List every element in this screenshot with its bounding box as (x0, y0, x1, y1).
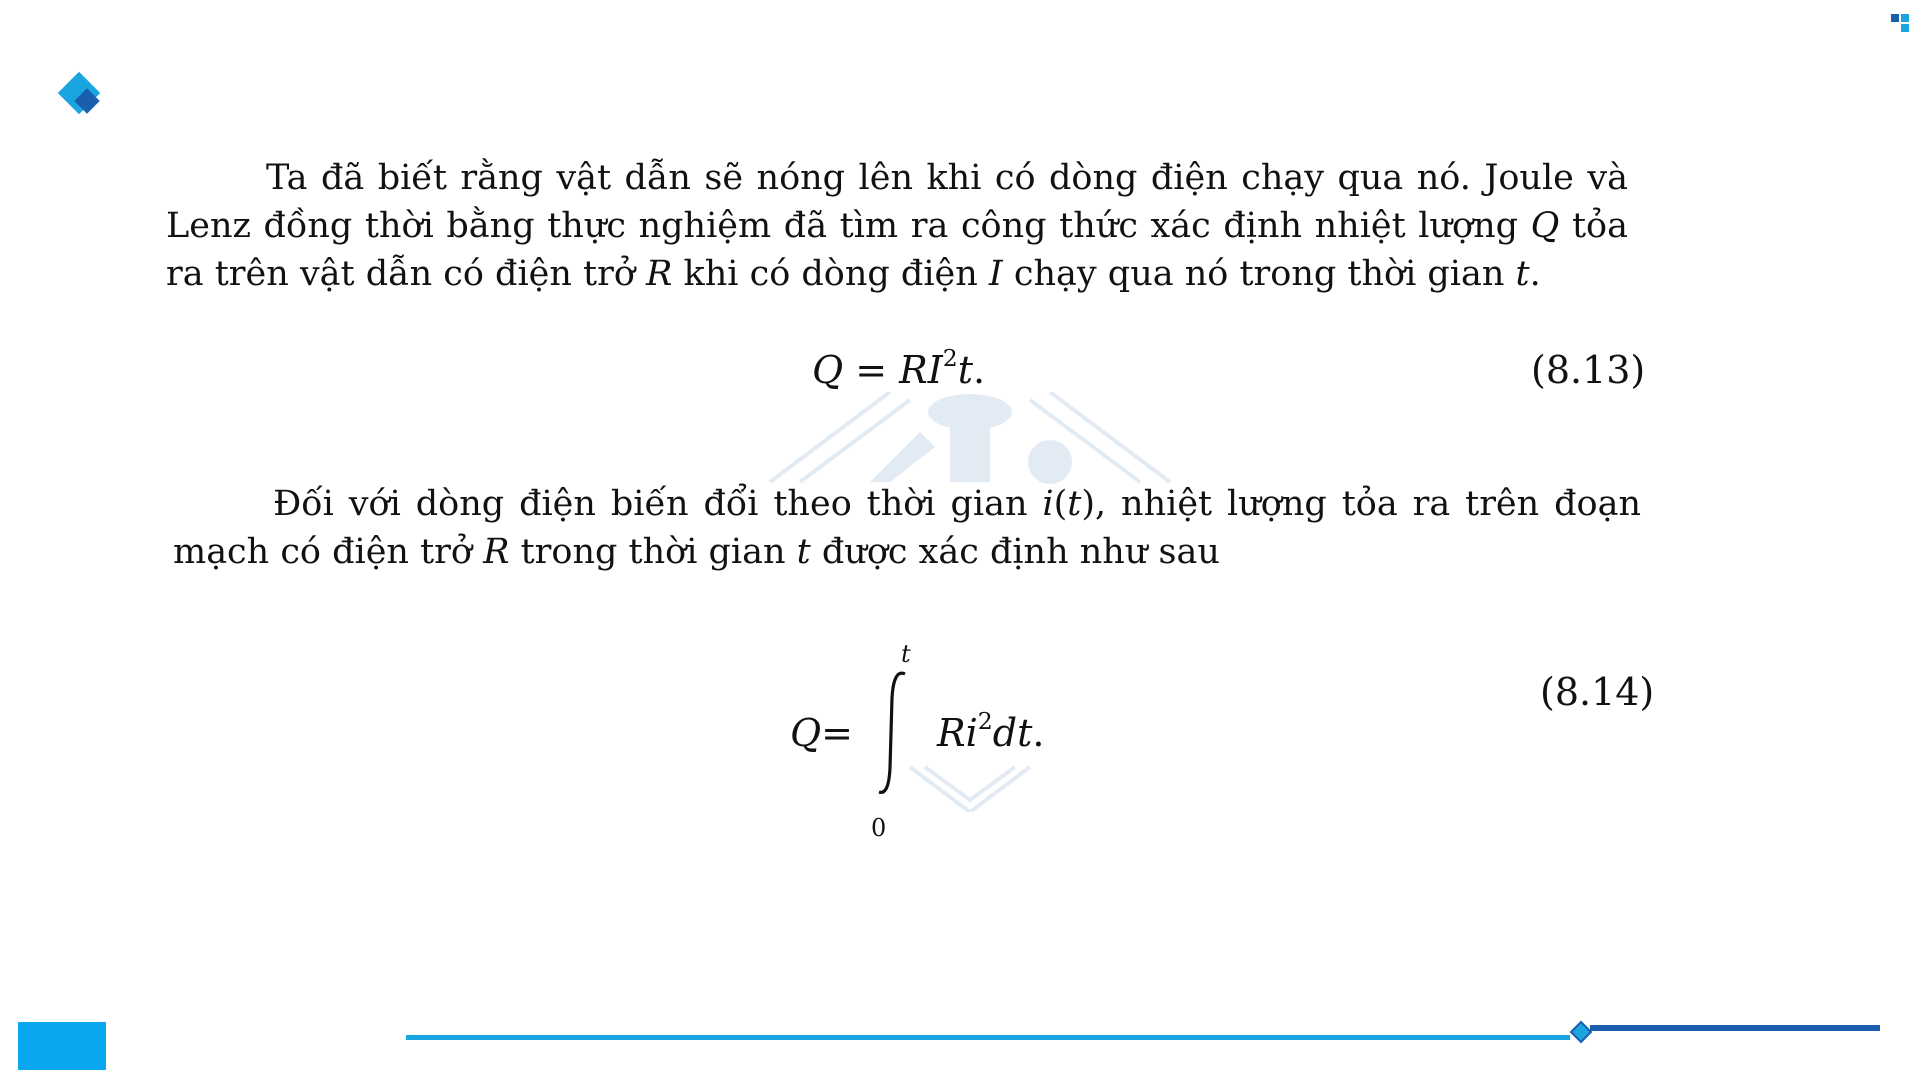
equation-number-8-14: (8.14) (1540, 670, 1655, 714)
paragraph-joule-lenz: Ta đã biết rằng vật dẫn sẽ nóng lên khi có dòng điện chạy qua nó. Joule và Lenz đồng thời bằng thực nghiệm đã tìm ra công thức xác định nhiệt lượng Q tỏa ra trên vật dẫn có điện trở R khi có dòng điện I chạy qua nó trong thời gian t. (166, 158, 1628, 294)
corner-squares-icon (1891, 12, 1913, 34)
equation-8-13: $Q = RI^2t$. (812, 343, 986, 392)
integral-icon (871, 668, 915, 798)
integral-upper-limit: t (901, 640, 911, 668)
footer-diamond-icon (1570, 1021, 1593, 1044)
integral-lower-limit: 0 (871, 814, 887, 842)
integral-sign (867, 640, 927, 842)
paragraph-varying-current: Đối với dòng điện biến đổi theo thời gian i(t), nhiệt lượng tỏa ra trên đoạn mạch có điện trở R trong thời gian t được xác định như sau (173, 484, 1641, 572)
equation-number-8-13: (8.13) (1531, 348, 1646, 392)
footer-block (18, 1022, 106, 1070)
footer-line (406, 1035, 1570, 1040)
equation-8-14: Q = t 0 Ri$^2$dt. (790, 668, 1044, 798)
diamond-logo-icon (56, 70, 108, 122)
footer-line-dark (1590, 1025, 1880, 1031)
